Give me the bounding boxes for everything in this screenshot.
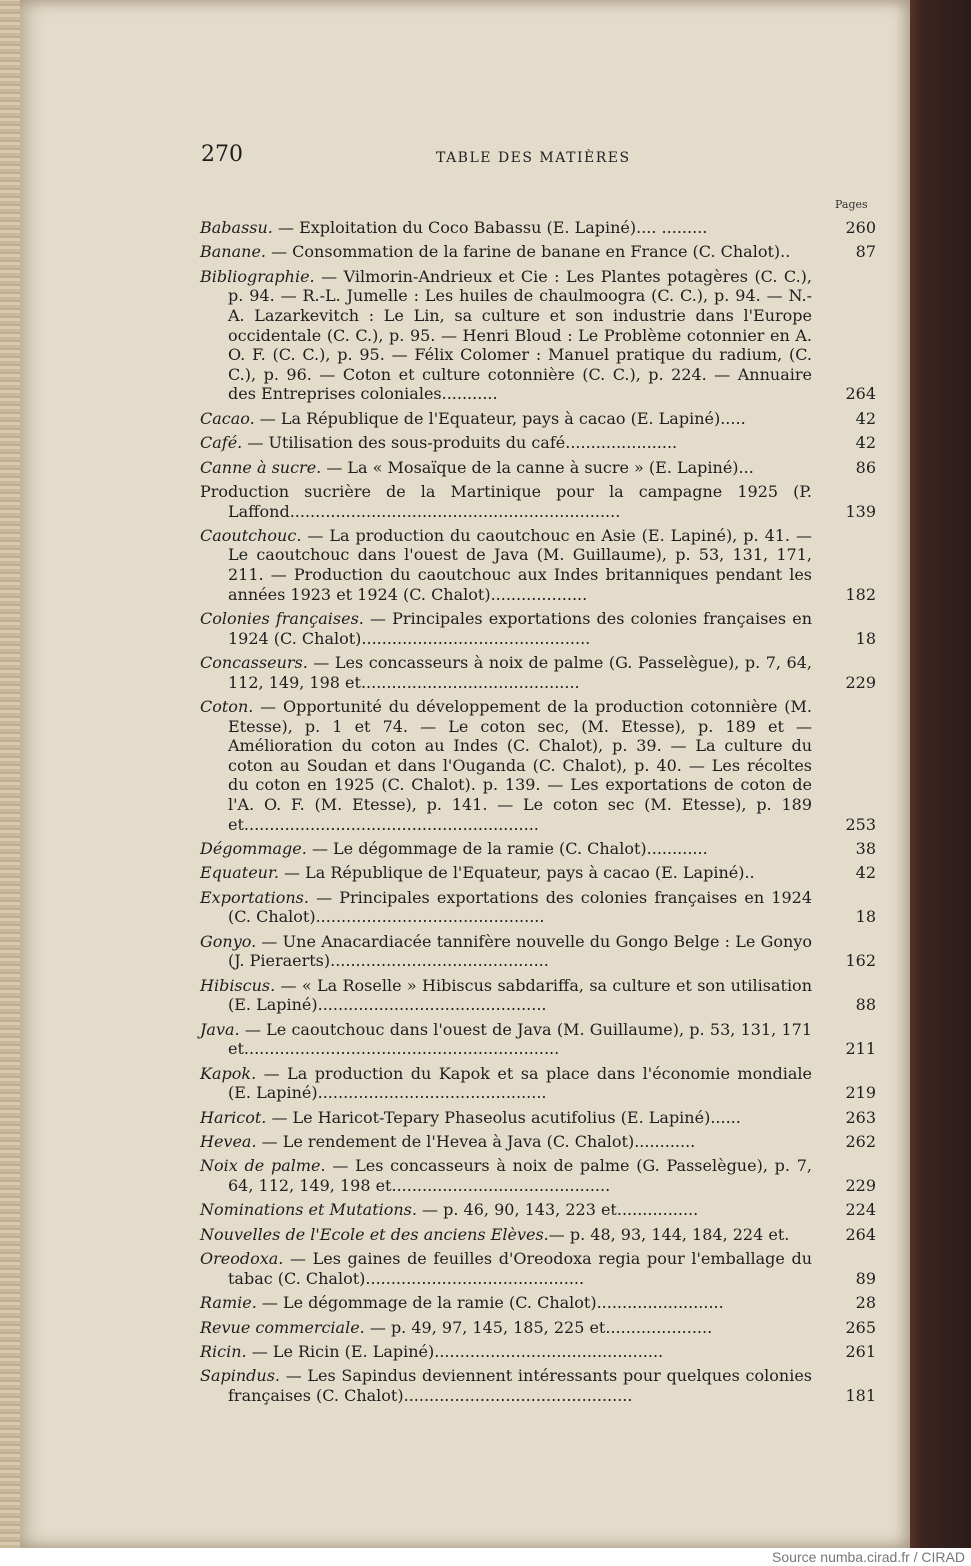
- toc-entry-description: — La République de l'Equateur, pays à cacao (E. Lapiné).....: [254, 408, 746, 428]
- toc-entry-text: [200, 1132, 812, 1152]
- toc-entry-description: — Une Anacardiacée tannifère nouvelle du Gongo Belge : Le Gonyo (J. Pieraerts)...........................................: [228, 931, 812, 971]
- toc-entry-description: — La République de l'Equateur, pays à cacao (E. Lapiné)..: [278, 863, 755, 883]
- toc-entry-page: 139: [845, 501, 876, 521]
- toc-entry-page: 28: [855, 1293, 876, 1313]
- toc-entry-description: — Le dégommage de la ramie (C. Chalot).........................: [256, 1293, 724, 1313]
- toc-entry: [200, 267, 876, 404]
- toc-entry-description: — Les concasseurs à noix de palme (G. Passelègue), p. 7, 64, 112, 149, 198 et...........................................: [228, 653, 812, 692]
- toc-entry-text: [200, 653, 812, 692]
- toc-entry-text: [200, 267, 812, 404]
- toc-entry-text: [200, 1366, 812, 1405]
- toc-entry-text: [200, 697, 812, 834]
- toc-entry-page: 219: [845, 1083, 876, 1103]
- toc-entry: [200, 932, 876, 971]
- toc-entry-page: 88: [855, 995, 876, 1015]
- toc-entry-text: [200, 1293, 812, 1313]
- toc-entry-text: [200, 976, 812, 1015]
- toc-entry: [200, 242, 876, 262]
- toc-entry-description: — p. 48, 93, 144, 184, 224 et.: [548, 1224, 790, 1244]
- toc-entry-text: [200, 1249, 812, 1288]
- toc-entry-text: [200, 482, 812, 521]
- toc-entry: [200, 1318, 876, 1338]
- toc-entry: [200, 1156, 876, 1195]
- toc-entry-description: — « La Roselle » Hibiscus sabdariffa, sa culture et son utilisation (E. Lapiné).............................................: [228, 975, 812, 1015]
- toc-entry-text: [200, 1225, 812, 1245]
- toc-entry-page: 87: [855, 242, 876, 262]
- toc-entry-term: Kapok.: [200, 1063, 257, 1083]
- toc-entry: [200, 1108, 876, 1128]
- toc-entry-description: — Principales exportations des colonies françaises en 1924 (C. Chalot).............................................: [228, 609, 812, 648]
- toc-entry-term: Coton.: [200, 697, 254, 717]
- toc-entry: [200, 218, 876, 238]
- toc-entry-term: Bibliographie.: [200, 266, 315, 286]
- toc-entry-term: Concasseurs.: [200, 653, 308, 673]
- toc-entry-page: 42: [855, 863, 876, 883]
- toc-entry-description: — Les concasseurs à noix de palme (G. Passelègue), p. 7, 64, 112, 149, 198 et...........................................: [228, 1156, 813, 1196]
- toc-entry-page: 264: [845, 384, 876, 404]
- toc-entry-description: — Les Sapindus deviennent intéressants pour quelques colonies françaises (C. Chalot).............................................: [228, 1366, 812, 1405]
- toc-entry-description: — Le rendement de l'Hevea à Java (C. Chalot)............: [256, 1132, 696, 1152]
- toc-entry-term: Noix de palme.: [200, 1156, 326, 1176]
- toc-entry-page: 260: [845, 218, 876, 237]
- toc-entry: [200, 458, 876, 478]
- toc-entry-text: [200, 839, 812, 859]
- toc-entry: [200, 1132, 876, 1152]
- toc-entry-text: [200, 458, 812, 478]
- toc-entry-page: 211: [845, 1039, 876, 1059]
- toc-entry-text: [200, 888, 812, 927]
- toc-entry-text: [200, 1108, 812, 1128]
- toc-entry-term: Dégommage.: [200, 838, 307, 858]
- toc-entry-text: [200, 409, 812, 429]
- toc-entry-description: — Exploitation du Coco Babassu (E. Lapiné).... .........: [272, 218, 708, 237]
- toc-entry: [200, 1225, 876, 1245]
- book-cover-edge: [901, 0, 971, 1548]
- toc-entry-page: 38: [855, 838, 876, 858]
- toc-entry-description: — Le caoutchouc dans l'ouest de Java (M. Guillaume), p. 53, 131, 171 et..............................................................: [228, 1019, 812, 1059]
- toc-entry-page: 182: [845, 584, 876, 604]
- toc-entry: [200, 888, 876, 927]
- toc-entry-term: Banane.: [200, 242, 266, 262]
- toc-entry: [200, 839, 876, 859]
- toc-entry-term: Colonies françaises.: [200, 609, 364, 629]
- toc-entry-page: 261: [845, 1342, 876, 1361]
- toc-entry-term: Ramie.: [200, 1293, 257, 1313]
- toc-entry-page: 229: [845, 672, 876, 692]
- toc-entry-text: [200, 932, 812, 971]
- toc-entry-page: 224: [845, 1200, 876, 1220]
- toc-entry-page: 18: [855, 628, 876, 648]
- toc-entry: [200, 1020, 876, 1059]
- toc-entry-page: 263: [845, 1107, 876, 1127]
- toc-entry-text: [200, 242, 812, 262]
- toc-entry-term: Equateur.: [200, 863, 279, 883]
- toc-entry: [200, 976, 876, 1015]
- toc-entry-text: [200, 1200, 812, 1220]
- toc-entry-description: — La production du caoutchouc en Asie (E. Lapiné), p. 41. — Le caoutchouc dans l'ouest de Java (M. Guillaume), p. 53, 131, 171, 211. — Production du caoutchouc aux Indes britanniques pendant les années 1923 et 1924 (C. Chalot)...................: [228, 525, 812, 604]
- toc-entry: [200, 482, 876, 521]
- toc-entry-page: 253: [845, 814, 876, 834]
- toc-entry-description: Production sucrière de la Martinique pour la campagne 1925 (P. Laffond.................................................................: [200, 481, 812, 521]
- toc-entry-description: — Principales exportations des colonies françaises en 1924 (C. Chalot).............................................: [228, 887, 812, 927]
- toc-entry-text: [200, 609, 812, 648]
- toc-entry-text: [200, 1020, 812, 1059]
- toc-entry-text: [200, 1318, 812, 1338]
- toc-entry-page: 42: [855, 433, 876, 453]
- toc-entry-term: Gonyo.: [200, 931, 257, 951]
- toc-entry-description: — La production du Kapok et sa place dans l'économie mondiale (E. Lapiné).............................................: [228, 1063, 812, 1103]
- toc-entry: [200, 433, 876, 453]
- toc-entry-term: Canne à sucre.: [200, 457, 322, 477]
- toc-entry-page: 262: [845, 1132, 876, 1152]
- toc-entry-description: — Les gaines de feuilles d'Oreodoxa regia pour l'emballage du tabac (C. Chalot)...........................................: [228, 1249, 812, 1288]
- toc-entry-page: 265: [845, 1317, 876, 1337]
- toc-entry-text: [200, 433, 812, 453]
- toc-entry-term: Nominations et Mutations.: [200, 1200, 417, 1220]
- toc-entry-text: [200, 1064, 812, 1103]
- pages-column-label: Pages: [835, 198, 868, 211]
- toc-entry-description: — Vilmorin-Andrieux et Cie : Les Plantes potagères (C. C.), p. 94. — R.-L. Jumelle : Les huiles de chaulmoogra (C. C.), p. 94. — N.-A. Lazarkevitch : Le Lin, sa culture et son industrie dans l'Europe occidentale (C. C.), p. 95. — Henri Bloud : Le Problème cotonnier en A. O. F. (C. C.), p. 95. — Félix Colomer : Manuel pratique du radium, (C. C.), p. 96. — Coton et culture cotonnière (C. C.), p. 224. — Annuaire des Entreprises coloniales...........: [228, 266, 812, 404]
- page-number: 270: [201, 142, 243, 167]
- toc-entry: [200, 863, 876, 883]
- toc-entry-page: 89: [855, 1268, 876, 1288]
- table-of-contents: [200, 218, 876, 1410]
- toc-entry-description: — Opportunité du développement de la production cotonnière (M. Etesse), p. 1 et 74. — Le coton sec, (M. Etesse), p. 189 et — Amélioration du coton au Indes (C. Chalot), p. 39. — La culture du coton au Soudan et dans l'Ouganda (C. Chalot), p. 40. — Les récoltes du coton en 1925 (C. Chalot). p. 139. — Les exportations de coton de l'A. O. F. (M. Etesse), p. 141. — Le coton sec (M. Etesse), p. 189 et..........................................................: [228, 697, 812, 834]
- toc-entry-description: — Consommation de la farine de banane en France (C. Chalot)..: [266, 242, 791, 262]
- toc-entry-description: — Utilisation des sous-produits du café......................: [242, 433, 678, 453]
- toc-entry: [200, 1293, 876, 1313]
- toc-entry-description: — Le Ricin (E. Lapiné).............................................: [246, 1342, 664, 1361]
- toc-entry-term: Java.: [200, 1019, 240, 1039]
- source-credit: Source numba.cirad.fr / CIRAD: [772, 1549, 965, 1565]
- toc-entry-term: Caoutchouc.: [200, 525, 302, 545]
- toc-entry-term: Café.: [200, 433, 243, 453]
- toc-entry-term: Nouvelles de l'Ecole et des anciens Elèves.: [200, 1224, 549, 1244]
- toc-entry: [200, 653, 876, 692]
- toc-entry: [200, 1342, 876, 1362]
- toc-entry-text: [200, 526, 812, 604]
- toc-entry-description: — Le dégommage de la ramie (C. Chalot)............: [306, 838, 708, 858]
- toc-entry-page: 18: [855, 907, 876, 927]
- toc-entry-text: [200, 863, 812, 883]
- book-spine-edge: [0, 0, 22, 1548]
- toc-entry-page: 42: [855, 408, 876, 428]
- toc-entry-page: 229: [845, 1176, 876, 1196]
- toc-entry-term: Haricot.: [200, 1107, 267, 1127]
- toc-entry: [200, 697, 876, 834]
- toc-entry-text: [200, 1342, 812, 1362]
- toc-entry-description: — La « Mosaïque de la canne à sucre » (E. Lapiné)...: [321, 457, 754, 477]
- toc-entry-term: Exportations.: [200, 887, 309, 907]
- toc-entry-description: — Le Haricot-Tepary Phaseolus acutifolius (E. Lapiné)......: [266, 1107, 741, 1127]
- footer-strip: [0, 1548, 971, 1566]
- toc-entry-term: Revue commerciale.: [200, 1317, 365, 1337]
- running-title: TABLE DES MATIÈRES: [436, 150, 631, 166]
- toc-entry-page: 162: [845, 951, 876, 971]
- toc-entry: [200, 1249, 876, 1288]
- toc-entry: [200, 1064, 876, 1103]
- toc-entry: [200, 609, 876, 648]
- toc-entry-term: Oreodoxa.: [200, 1249, 284, 1269]
- toc-entry: [200, 1200, 876, 1220]
- toc-entry-page: 264: [845, 1224, 876, 1244]
- toc-entry-page: 86: [855, 457, 876, 477]
- toc-entry: [200, 409, 876, 429]
- toc-entry: [200, 1366, 876, 1405]
- toc-entry-term: Cacao.: [200, 408, 255, 428]
- toc-entry-description: — p. 46, 90, 143, 223 et................: [416, 1200, 699, 1220]
- toc-entry-term: Hibiscus.: [200, 975, 276, 995]
- toc-entry: [200, 526, 876, 604]
- toc-entry-term: Hevea.: [200, 1132, 257, 1152]
- toc-entry-term: Sapindus.: [200, 1366, 281, 1386]
- toc-entry-text: [200, 1156, 812, 1195]
- toc-entry-text: [200, 218, 812, 238]
- toc-entry-page: 181: [845, 1385, 876, 1405]
- toc-entry-description: — p. 49, 97, 145, 185, 225 et.....................: [364, 1317, 713, 1337]
- toc-entry-term: Ricin.: [200, 1342, 247, 1361]
- toc-entry-term: Babassu.: [200, 218, 273, 237]
